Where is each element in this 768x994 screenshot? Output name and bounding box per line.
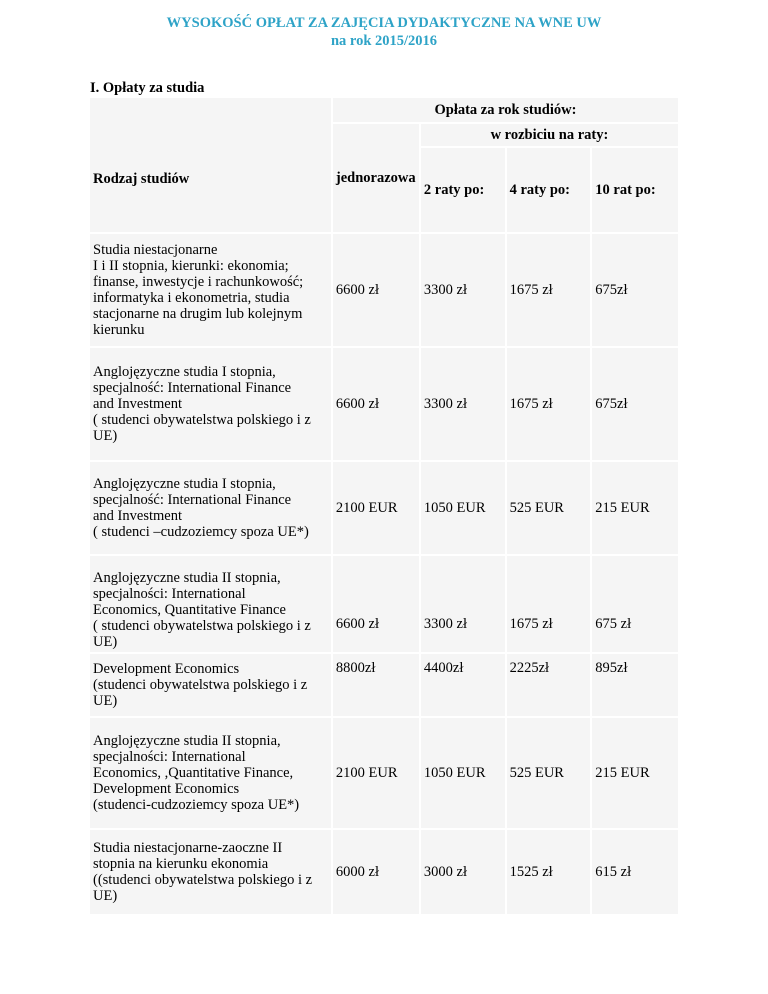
row-10: 215 EUR — [592, 462, 678, 554]
table-row — [90, 348, 678, 460]
row-name: Studia niestacjonarne-zaoczne II stopnia na kierunku ekonomia ((studenci obywatelstwa polskiego i z UE) — [90, 830, 331, 914]
row-2: 1050 EUR — [421, 718, 505, 828]
section-heading: I. Opłaty za studia — [90, 80, 205, 96]
row-once: 6600 zł — [333, 348, 419, 460]
header-once-cell — [333, 124, 419, 232]
row-name: Anglojęzyczne studia II stopnia, specjalności: International Economics, ,Quantitative Finance, Development Economics (studenci-cudzoziemcy spoza UE*) — [90, 718, 331, 828]
row-once: 2100 EUR — [333, 718, 419, 828]
row-10: 675 zł — [592, 556, 678, 652]
table-row — [90, 718, 678, 828]
row-name: Anglojęzyczne studia II stopnia, specjalności: International Economics, Quantitative Finance ( studenci obywatelstwa polskiego i z UE) — [90, 556, 331, 652]
row-4: 525 EUR — [507, 718, 591, 828]
row-4: 525 EUR — [507, 462, 591, 554]
row-2: 3300 zł — [421, 556, 505, 652]
row-2: 3000 zł — [421, 830, 505, 914]
row-4: 1675 zł — [507, 556, 591, 652]
row-10: 675zł — [592, 348, 678, 460]
table-row — [90, 556, 678, 652]
row-name: Anglojęzyczne studia I stopnia, specjalność: International Finance and Investment ( studenci –cudzoziemcy spoza UE*) — [90, 462, 331, 554]
row-4: 1675 zł — [507, 348, 591, 460]
row-once: 6000 zł — [333, 830, 419, 914]
row-name: Development Economics (studenci obywatelstwa polskiego i z UE) — [90, 654, 331, 716]
table-row — [90, 234, 678, 346]
row-2: 1050 EUR — [421, 462, 505, 554]
table-row — [90, 654, 678, 716]
header-installments: w rozbiciu na raty: — [421, 124, 678, 146]
row-10: 615 zł — [592, 830, 678, 914]
row-once: 8800zł — [333, 654, 419, 716]
header-4-installments: 4 raty po: — [507, 148, 591, 232]
row-2: 4400zł — [421, 654, 505, 716]
title-line-1: WYSOKOŚĆ OPŁAT ZA ZAJĘCIA DYDAKTYCZNE NA WNE UW — [166, 15, 602, 31]
header-2-installments: 2 raty po: — [421, 148, 505, 232]
row-2: 3300 zł — [421, 234, 505, 346]
header-type-cell — [90, 98, 331, 232]
row-4: 2225zł — [507, 654, 591, 716]
header-10-installments: 10 rat po: — [592, 148, 678, 232]
row-10: 215 EUR — [592, 718, 678, 828]
header-type: Rodzaj studiów — [93, 171, 190, 187]
row-once: 6600 zł — [333, 556, 419, 652]
title-line-2: na rok 2015/2016 — [330, 33, 438, 49]
row-name: Anglojęzyczne studia I stopnia, specjalność: International Finance and Investment ( studenci obywatelstwa polskiego i z UE) — [90, 348, 331, 460]
row-once: 2100 EUR — [333, 462, 419, 554]
document-title — [0, 14, 768, 50]
fees-table — [88, 96, 680, 916]
table-row — [90, 830, 678, 914]
row-name: Studia niestacjonarne I i II stopnia, kierunki: ekonomia; finanse, inwestycje i rachunkowość; informatyka i ekonometria, studia stacjonarne na drugim lub kolejnym kierunku — [90, 234, 331, 346]
row-4: 1525 zł — [507, 830, 591, 914]
row-10: 675zł — [592, 234, 678, 346]
row-4: 1675 zł — [507, 234, 591, 346]
row-10: 895zł — [592, 654, 678, 716]
header-once: jednorazowa — [335, 170, 416, 186]
row-once: 6600 zł — [333, 234, 419, 346]
row-2: 3300 zł — [421, 348, 505, 460]
header-annual: Opłata za rok studiów: — [333, 98, 678, 122]
table-row — [90, 462, 678, 554]
